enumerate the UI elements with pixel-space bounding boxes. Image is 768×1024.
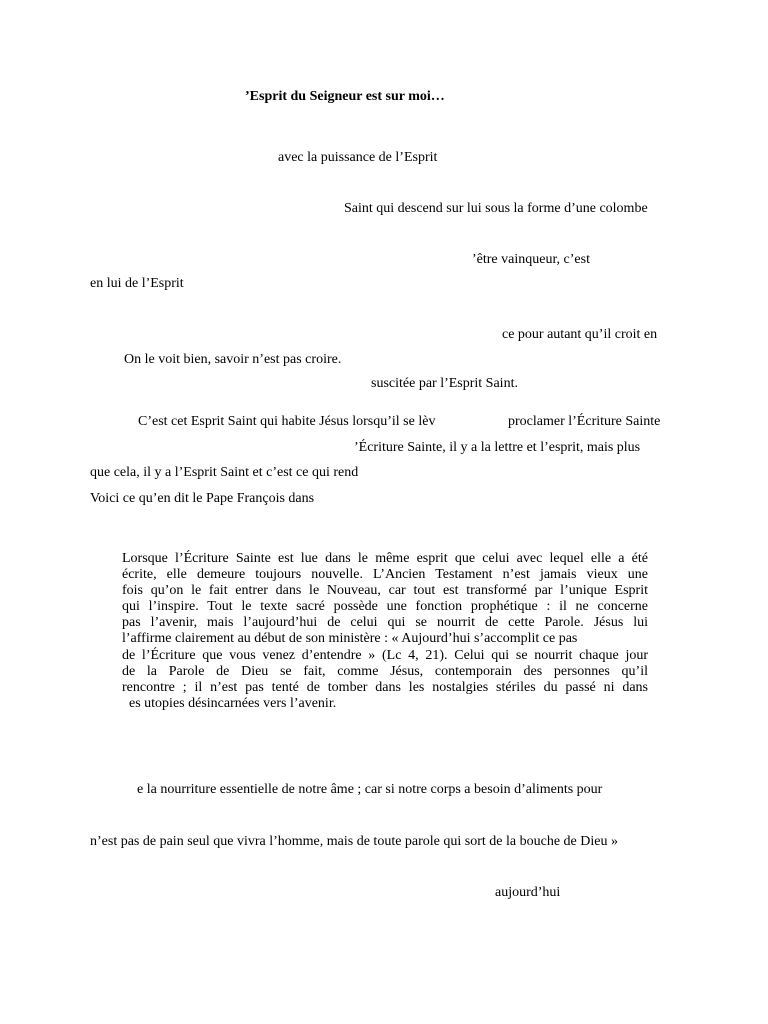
text-line: proclamer l’Écriture Sainte xyxy=(508,414,661,429)
text-line: C’est cet Esprit Saint qui habite Jésus lorsqu’il se lèv xyxy=(138,414,436,429)
text-line: aujourd’hui xyxy=(495,885,561,900)
quote-line: qui l’inspire. Tout le texte sacré possède une fonction prophétique : il ne concerne xyxy=(122,599,648,615)
quote-line: Lorsque l’Écriture Sainte est lue dans le même esprit que celui avec lequel elle a été xyxy=(122,551,648,566)
text-line: ’être vainqueur, c’est xyxy=(472,252,590,267)
document-title: ’Esprit du Seigneur est sur moi… xyxy=(245,89,445,104)
quote-line: es utopies désincarnées vers l’avenir. xyxy=(122,695,337,711)
text-line: Saint qui descend sur lui sous la forme d’une colombe xyxy=(344,201,648,216)
text-line: que cela, il y a l’Esprit Saint et c’est ce qui rend xyxy=(90,465,359,480)
pope-francis-quote xyxy=(122,551,648,712)
text-line: avec la puissance de l’Esprit xyxy=(278,150,438,165)
quote-line: de la Parole de Dieu se fait, comme Jésus, contemporain des personnes qu’il xyxy=(122,663,648,679)
text-line: e la nourriture essentielle de notre âme ; car si notre corps a besoin d’aliments pour xyxy=(137,782,603,797)
text-line: ’Écriture Sainte, il y a la lettre et l’esprit, mais plus xyxy=(354,440,641,455)
text-line: On le voit bien, savoir n’est pas croire. xyxy=(124,352,342,367)
quote-line: de l’Écriture que vous venez d’entendre » (Lc 4, 21). Celui qui se nourrit chaque jour xyxy=(122,647,648,663)
quote-line: rencontre ; il n’est pas tenté de tomber dans les nostalgies stériles du passé ni dans xyxy=(122,679,648,695)
quote-line: l’affirme clairement au début de son ministère : « Aujourd’hui s’accomplit ce pas xyxy=(122,631,578,647)
text-line: en lui de l’Esprit xyxy=(90,276,184,291)
quote-line: fois qu’on le fait entrer dans le Nouveau, car tout est transformé par l’unique Esprit xyxy=(122,583,648,599)
quote-line: pas l’avenir, mais l’aujourd’hui de celui qui se nourrit de cette Parole. Jésus lui xyxy=(122,615,648,631)
quote-line: écrite, elle demeure toujours nouvelle. L’Ancien Testament n’est jamais vieux une xyxy=(122,567,648,583)
text-line: ce pour autant qu’il croit en xyxy=(502,327,658,342)
text-line: n’est pas de pain seul que vivra l’homme, mais de toute parole qui sort de la bouche de Dieu » xyxy=(90,834,618,849)
text-line: suscitée par l’Esprit Saint. xyxy=(371,376,518,391)
text-line: Voici ce qu’en dit le Pape François dans xyxy=(90,491,315,506)
